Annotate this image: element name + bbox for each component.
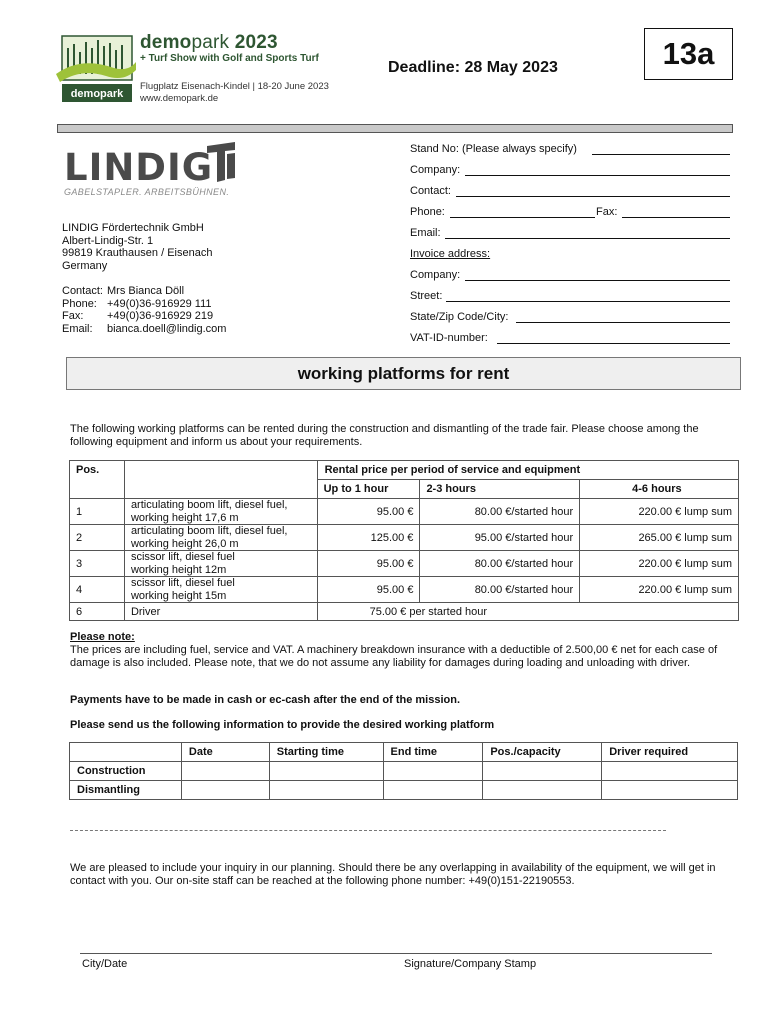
price-cell: 95.00 €	[317, 499, 420, 525]
desc-line: working height 17,6 m	[130, 511, 239, 524]
event-subtitle: + Turf Show with Golf and Sports Turf	[140, 53, 319, 64]
price-cell: 95.00 €/started hour	[420, 525, 580, 551]
contact-value: +49(0)36-916929 111	[107, 297, 212, 310]
closing-text: We are pleased to include your inquiry in our planning. Should there be any overlapping in availability of the equipment, we will get in contact with you. Our on-site staff can be reached at the following phone number: +49(0)151-22190553.	[70, 862, 716, 887]
vat-id-label: VAT-ID-number:	[410, 332, 488, 344]
desc-cell	[124, 551, 317, 577]
driver-input-cell[interactable]	[602, 762, 738, 781]
address-line: 99819 Krauthausen / Eisenach	[62, 247, 213, 259]
price-cell: 80.00 €/started hour	[420, 499, 580, 525]
contact-label: Phone:	[62, 297, 97, 310]
address-line: LINDIG Fördertechnik GmbH	[62, 222, 204, 234]
email-label: Email:	[410, 227, 441, 239]
city-date-label: City/Date	[82, 958, 128, 970]
col-pos-header: Pos.	[70, 461, 125, 499]
desc-line: scissor lift, diesel fuel	[130, 577, 235, 589]
company-field[interactable]	[465, 175, 730, 176]
pos-cell: 6	[70, 603, 125, 621]
invoice-company-label: Company:	[410, 269, 461, 281]
price-cell: 80.00 €/started hour	[420, 577, 580, 603]
schedule-header: Date	[181, 743, 269, 762]
start-time-input-cell[interactable]	[269, 762, 383, 781]
fax-field[interactable]	[622, 217, 730, 218]
form-number: 13a	[644, 28, 733, 80]
fax-label: Fax:	[596, 206, 618, 218]
state-zip-city-label: State/Zip Code/City:	[410, 311, 509, 323]
pos-cell: 3	[70, 551, 125, 577]
capacity-input-cell[interactable]	[483, 762, 602, 781]
contact-value: Mrs Bianca Döll	[107, 285, 185, 297]
table-row	[70, 525, 739, 551]
stand-no-label: Stand No: (Please always specify)	[410, 143, 577, 155]
schedule-header: Starting time	[269, 743, 383, 762]
price-cell: 265.00 € lump sum	[580, 525, 739, 551]
intro-text: The following working platforms can be rented during the construction and dismantling of the trade fair. Please choose among the following equipment and inform us about your requirements.	[70, 423, 699, 448]
lindig-tagline: GABELSTAPLER. ARBEITSBÜHNEN.	[64, 187, 230, 197]
schedule-header: Pos./capacity	[483, 743, 602, 762]
schedule-header: End time	[383, 743, 483, 762]
table-row-driver	[70, 603, 739, 621]
desc-line: articulating boom lift, diesel fuel,	[130, 525, 288, 537]
contact-label: Fax:	[62, 310, 84, 322]
event-website: www.demopark.de	[140, 93, 219, 104]
price-cell: 220.00 € lump sum	[580, 577, 739, 603]
price-cell: 125.00 €	[317, 525, 420, 551]
contact-fax	[62, 310, 213, 322]
contact-label: Email:	[62, 322, 93, 335]
phone-label: Phone:	[410, 206, 445, 218]
contact-label: Contact:	[410, 185, 451, 197]
contact-label: Contact:	[62, 285, 103, 297]
capacity-input-cell[interactable]	[483, 781, 602, 800]
address-line: Albert-Lindig-Str. 1	[62, 234, 154, 247]
table-header-row	[70, 461, 739, 480]
table-row	[70, 499, 739, 525]
schedule-header: Driver required	[602, 743, 738, 762]
schedule-row	[70, 762, 738, 781]
address-line: Germany	[62, 259, 108, 272]
contact-email	[62, 323, 226, 335]
contact-person	[62, 285, 184, 297]
lindig-mark-icon	[205, 142, 237, 184]
street-field[interactable]	[446, 301, 730, 302]
pos-cell: 1	[70, 499, 125, 525]
header-divider	[57, 124, 733, 133]
desc-cell	[124, 499, 317, 525]
period-header: 4-6 hours	[580, 480, 739, 499]
table-row	[70, 577, 739, 603]
desc-cell	[124, 525, 317, 551]
schedule-row-label: Dismantling	[70, 781, 182, 800]
pos-cell: 4	[70, 577, 125, 603]
desc-line: articulating boom lift, diesel fuel,	[130, 499, 288, 511]
invoice-address-label: Invoice address:	[410, 248, 491, 260]
schedule-table	[69, 742, 738, 800]
brand-demo: demo	[140, 32, 192, 53]
desc-line: scissor lift, diesel fuel	[130, 551, 235, 563]
date-input-cell[interactable]	[181, 762, 269, 781]
schedule-header	[70, 743, 182, 762]
schedule-row	[70, 781, 738, 800]
end-time-input-cell[interactable]	[383, 781, 483, 800]
separator-line	[70, 830, 666, 831]
contact-value: bianca.doell@lindig.com	[107, 322, 227, 335]
desc-cell: Driver	[124, 603, 317, 621]
note-title: Please note:	[70, 631, 135, 643]
desc-line: working height 12m	[130, 563, 227, 576]
brand-year: 2023	[234, 32, 278, 53]
date-input-cell[interactable]	[181, 781, 269, 800]
price-cell: 95.00 €	[317, 577, 420, 603]
company-label: Company:	[410, 164, 461, 176]
schedule-header-row	[70, 743, 738, 762]
phone-field[interactable]	[450, 217, 595, 218]
col-rental-header: Rental price per period of service and equipment	[317, 461, 738, 480]
desc-cell	[124, 577, 317, 603]
lindig-logo: LINDIG	[64, 146, 214, 189]
pos-cell: 2	[70, 525, 125, 551]
start-time-input-cell[interactable]	[269, 781, 383, 800]
demopark-logo-icon	[56, 34, 136, 104]
price-cell: 220.00 € lump sum	[580, 551, 739, 577]
street-label: Street:	[410, 290, 443, 302]
schedule-row-label: Construction	[70, 762, 182, 781]
contact-field[interactable]	[456, 196, 730, 197]
desc-line: working height 15m	[130, 589, 227, 602]
payments-text: Payments have to be made in cash or ec-cash after the end of the mission.	[70, 694, 461, 706]
page-title: working platforms for rent	[66, 357, 741, 390]
contact-value: +49(0)36-916929 219	[107, 310, 214, 322]
vat-id-field[interactable]	[497, 343, 730, 344]
event-brand	[140, 32, 278, 54]
email-field[interactable]	[445, 238, 730, 239]
invoice-company-field[interactable]	[465, 280, 730, 281]
event-location: Flugplatz Eisenach-Kindel | 18-20 June 2023	[140, 81, 329, 92]
col-desc-header	[124, 461, 317, 499]
price-cell: 220.00 € lump sum	[580, 499, 739, 525]
period-header: 2-3 hours	[420, 480, 580, 499]
driver-price-cell: 75.00 € per started hour	[317, 603, 738, 621]
desc-line: working height 26,0 m	[130, 537, 239, 550]
price-cell: 80.00 €/started hour	[420, 551, 580, 577]
signature-stamp-label: Signature/Company Stamp	[404, 958, 537, 970]
end-time-input-cell[interactable]	[383, 762, 483, 781]
send-info-text: Please send us the following information to provide the desired working platform	[70, 719, 495, 731]
brand-park: park	[191, 32, 230, 53]
deadline: Deadline: 28 May 2023	[388, 59, 558, 76]
demopark-logo-text: demopark	[70, 88, 124, 100]
contact-phone	[62, 298, 211, 310]
table-row	[70, 551, 739, 577]
driver-input-cell[interactable]	[602, 781, 738, 800]
price-table	[69, 460, 739, 621]
price-cell: 95.00 €	[317, 551, 420, 577]
period-header: Up to 1 hour	[317, 480, 420, 499]
state-zip-city-field[interactable]	[516, 322, 730, 323]
signature-line[interactable]	[80, 953, 712, 954]
stand-no-field[interactable]	[592, 154, 730, 155]
note-text: The prices are including fuel, service and VAT. A machinery breakdown insurance with a deductible of 2.500,00 € net for each case of damage is also included. Please note, that we do not assume any liability for damages during loading and unloading with driver.	[70, 644, 718, 669]
